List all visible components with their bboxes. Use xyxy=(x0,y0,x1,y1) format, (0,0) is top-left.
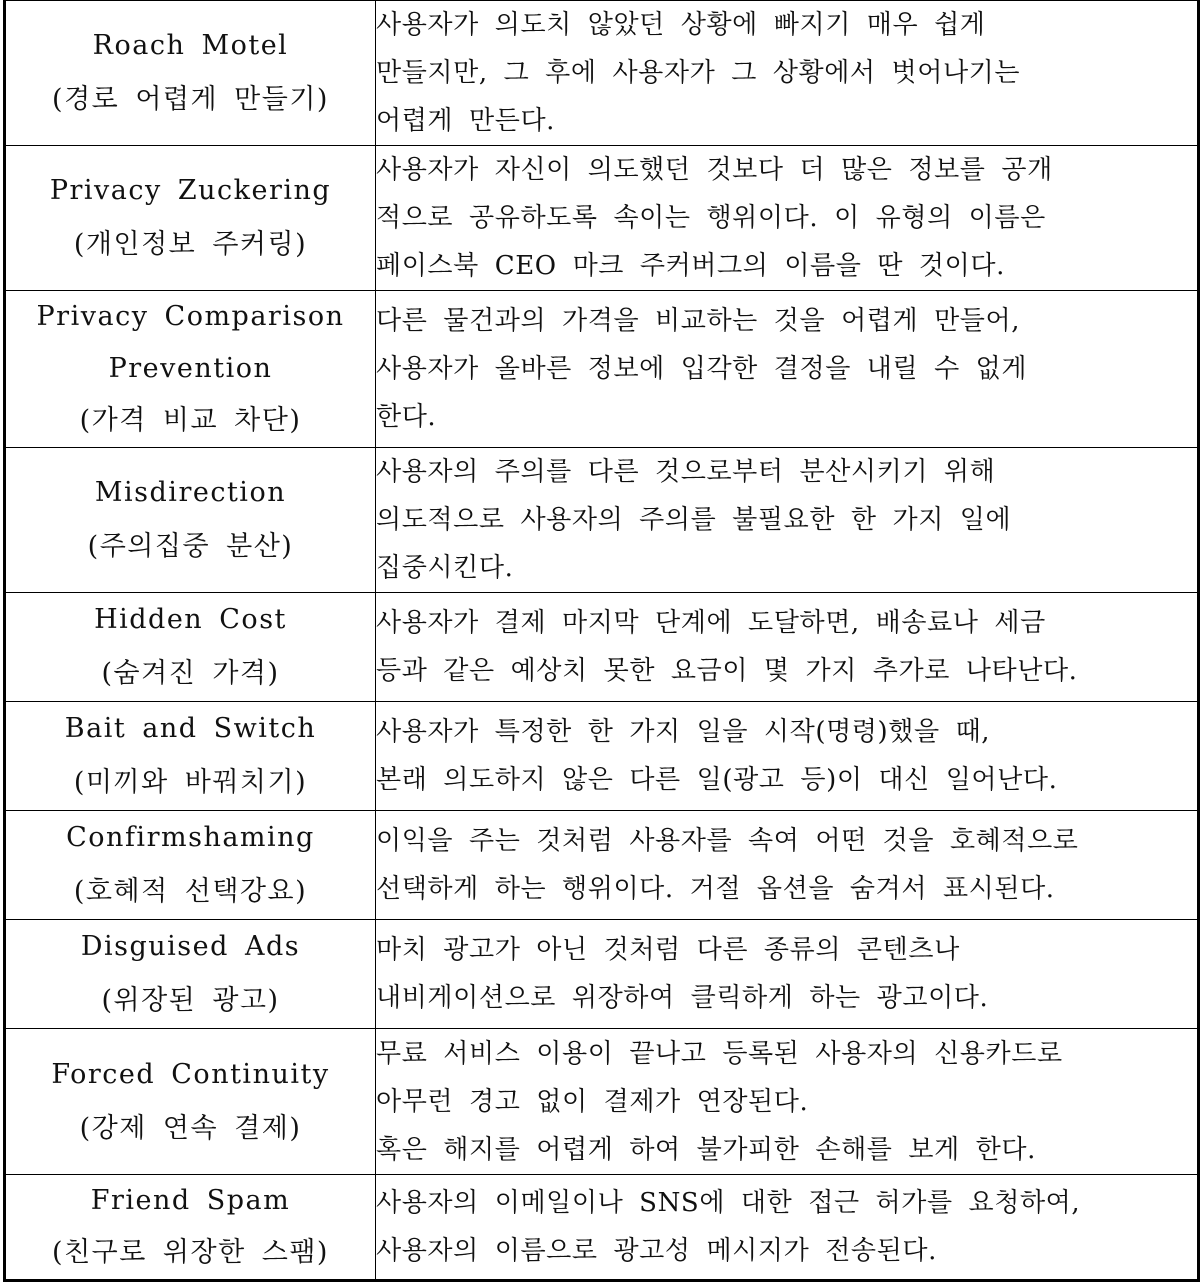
description-cell xyxy=(376,811,1199,920)
description-line: 사용자가 자신이 의도했던 것보다 더 많은 정보를 공개 xyxy=(376,155,1053,185)
description-line: 사용자의 이름으로 광고성 메시지가 전송된다. xyxy=(376,1236,937,1266)
term-name-ko: (주의집중 분산) xyxy=(87,531,294,562)
description-line: 이익을 주는 것처럼 사용자를 속여 어떤 것을 호혜적으로 xyxy=(376,826,1079,856)
term-cell xyxy=(5,146,376,291)
term-cell xyxy=(5,1029,376,1175)
term-name-en: Privacy Zuckering xyxy=(49,175,332,206)
term-name-ko: (미끼와 바꿔치기) xyxy=(73,767,308,798)
term-cell xyxy=(5,1175,376,1281)
description-cell xyxy=(376,1175,1199,1281)
description-line: 등과 같은 예상치 못한 요금이 몇 가지 추가로 나타난다. xyxy=(376,656,1078,686)
term-name-en-continued: Prevention xyxy=(108,353,273,384)
table-row xyxy=(5,448,1199,593)
term-name-en: Hidden Cost xyxy=(94,604,287,635)
description-cell xyxy=(376,291,1199,448)
description-line: 아무런 경고 없이 결제가 연장된다. xyxy=(376,1086,809,1117)
term-name-ko: (위장된 광고) xyxy=(101,985,280,1016)
description-cell xyxy=(376,702,1199,811)
description-line: 다른 물건과의 가격을 비교하는 것을 어렵게 만들어, xyxy=(376,306,1021,336)
term-name-en: Misdirection xyxy=(94,477,287,508)
description-line: 사용자가 의도치 않았던 상황에 빠지기 매우 쉽게 xyxy=(376,10,986,40)
description-cell xyxy=(376,593,1199,702)
term-cell xyxy=(5,920,376,1029)
description-line: 사용자가 올바른 정보에 입각한 결정을 내릴 수 없게 xyxy=(376,354,1028,384)
term-name-en: Forced Continuity xyxy=(51,1058,330,1090)
term-name-en: Privacy Comparison xyxy=(36,301,345,332)
description-line: 어렵게 만든다. xyxy=(376,106,556,136)
description-cell xyxy=(376,448,1199,593)
description-line: 적으로 공유하도록 속이는 행위이다. 이 유형의 이름은 xyxy=(376,203,1046,233)
description-line: 선택하게 하는 행위이다. 거절 옵션을 숨겨서 표시된다. xyxy=(376,874,1055,904)
term-name-ko: (가격 비교 차단) xyxy=(79,405,302,436)
term-cell xyxy=(5,593,376,702)
table-row xyxy=(5,702,1199,811)
description-line: 마치 광고가 아닌 것처럼 다른 종류의 콘텐츠나 xyxy=(376,935,960,965)
description-line: 사용자의 이메일이나 SNS에 대한 접근 허가를 요청하여, xyxy=(376,1188,1081,1218)
table-row xyxy=(5,811,1199,920)
term-name-en: Friend Spam xyxy=(90,1185,291,1216)
table-row xyxy=(5,920,1199,1029)
term-name-ko: (경로 어렵게 만들기) xyxy=(52,84,329,115)
table-row xyxy=(5,1175,1199,1281)
table-row xyxy=(5,593,1199,702)
term-name-ko: (강제 연속 결제) xyxy=(79,1112,302,1144)
description-line: 사용자의 주의를 다른 것으로부터 분산시키기 위해 xyxy=(376,457,996,487)
description-line: 본래 의도하지 않은 다른 일(광고 등)이 대신 일어난다. xyxy=(376,765,1058,795)
description-line: 사용자가 특정한 한 가지 일을 시작(명령)했을 때, xyxy=(376,717,991,747)
term-cell xyxy=(5,811,376,920)
term-cell xyxy=(5,448,376,593)
term-cell xyxy=(5,702,376,811)
description-cell xyxy=(376,1029,1199,1175)
description-cell xyxy=(376,146,1199,291)
term-name-en: Disguised Ads xyxy=(80,931,301,962)
table-row xyxy=(5,1,1199,146)
description-line: 페이스북 CEO 마크 주커버그의 이름을 딴 것이다. xyxy=(376,251,1005,281)
description-line: 집중시킨다. xyxy=(376,553,514,583)
dark-pattern-table xyxy=(3,0,1200,1282)
term-cell xyxy=(5,1,376,146)
term-name-en: Confirmshaming xyxy=(66,822,315,853)
table-row xyxy=(5,1029,1199,1175)
description-line: 사용자가 결제 마지막 단계에 도달하면, 배송료나 세금 xyxy=(376,608,1046,638)
description-line: 혹은 해지를 어렵게 하여 불가피한 손해를 보게 한다. xyxy=(376,1134,1036,1165)
description-cell xyxy=(376,920,1199,1029)
table-row xyxy=(5,146,1199,291)
description-line: 의도적으로 사용자의 주의를 불필요한 한 가지 일에 xyxy=(376,505,1012,535)
description-line: 한다. xyxy=(376,402,437,432)
description-line: 만들지만, 그 후에 사용자가 그 상황에서 벗어나기는 xyxy=(376,58,1021,88)
term-name-en: Roach Motel xyxy=(92,30,289,61)
description-line: 내비게이션으로 위장하여 클릭하게 하는 광고이다. xyxy=(376,983,989,1013)
term-name-ko: (개인정보 주커링) xyxy=(73,229,308,260)
table-row xyxy=(5,291,1199,448)
term-name-ko: (호혜적 선택강요) xyxy=(73,876,308,907)
term-name-ko: (친구로 위장한 스팸) xyxy=(52,1237,329,1268)
term-name-en: Bait and Switch xyxy=(64,713,317,744)
term-cell xyxy=(5,291,376,448)
description-line: 무료 서비스 이용이 끝나고 등록된 사용자의 신용카드로 xyxy=(376,1038,1063,1069)
description-cell xyxy=(376,1,1199,146)
term-name-ko: (숨겨진 가격) xyxy=(101,658,280,689)
